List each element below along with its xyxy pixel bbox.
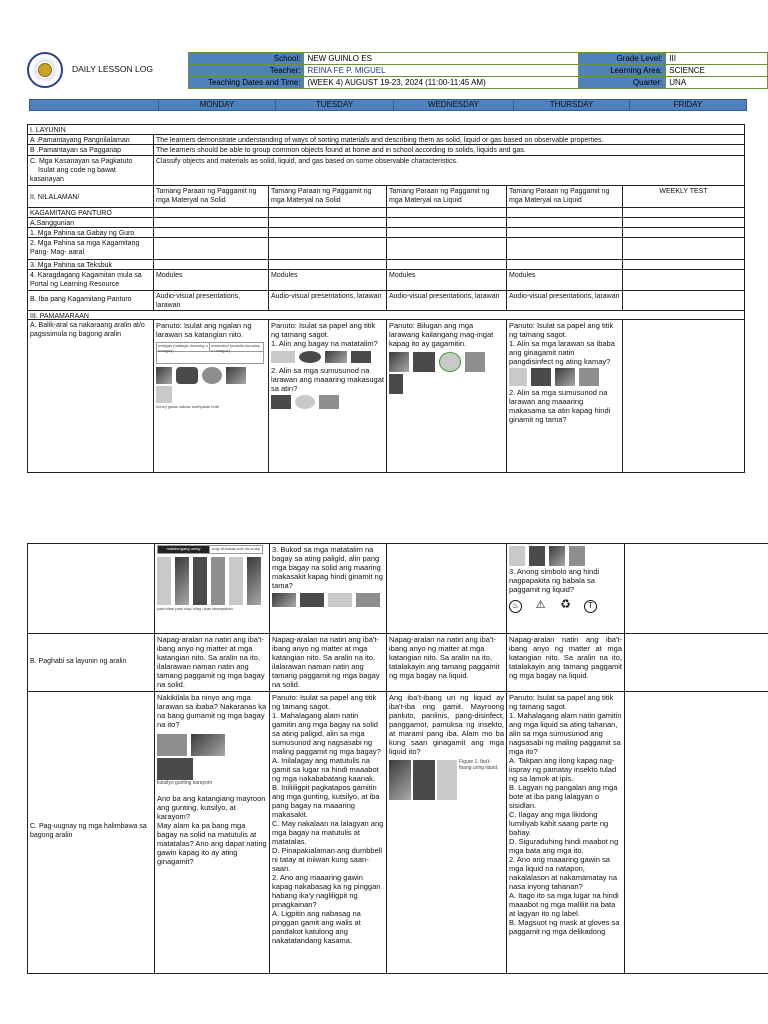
table-row [28,185,744,207]
area-label: Learning Area: [578,65,665,77]
modules-wednesday: Modules [386,270,506,290]
empty-cell [622,208,744,217]
empty-cell [268,228,386,237]
item-image [193,557,207,605]
page2-table-header [157,545,263,554]
honey-image [156,367,172,384]
thursday-q3: 3. Anong simbolo ang hindi nagpapakita ng babala sa paggamit ng liquid? [509,567,600,594]
school-value: NEW GUINLO ES [304,53,578,65]
document-title: DAILY LESSON LOG [72,64,153,74]
iba-wednesday: Audio-visual presentations, larawan [386,291,506,310]
table-row [28,633,768,691]
rubik-cube-image [319,395,339,409]
nilalaman-tuesday: Tamang Paraan ng Paggamit ng mga Materyal na Solid [268,186,386,207]
bottle-image [579,368,599,386]
pagganap-label: B .Pamantayan sa Pagganap [30,147,122,154]
glasses-image [351,351,371,363]
page2-monday-caption: pala bilan pato ulap uling ubas talampakan [157,606,233,611]
liquid-item-image [389,352,409,372]
wednesday-figure [389,759,504,801]
wednesday-pictures [389,351,504,395]
teacher-value: REINA FE P. MIGUEL [304,65,578,77]
empty-cell [153,218,268,227]
empty-cell [386,218,506,227]
liquid-bottle-image [437,760,457,800]
bottle-image [569,546,585,566]
kagamitang-label: 2. Mga Pahina sa mga Kagamitang Pang- Mag- aaral [30,240,140,256]
bottle-image [156,386,172,403]
quarter-value: UNA [666,77,768,89]
thursday-instruction: Panuto: Isulat sa papel ang titik ng tamang sagot. [509,321,614,339]
empty-cell [506,260,622,269]
table-row [28,319,744,472]
wednesday-instruction: Panuto: Bilugan ang mga larawang kailangang mag-ingat kapag ito ay gagamitin. [389,321,494,348]
item-image [328,593,352,607]
knife-image [157,734,187,756]
monday-c-pictures [157,733,267,781]
cotton-image [295,395,315,409]
bottle-image [531,368,551,386]
paghabi-label: B. Paghabi sa layunin ng aralin [30,658,127,665]
thursday-q3-top-pictures [509,545,622,567]
iba-monday: Audio-visual presentations, larawan [153,291,268,310]
table-row [28,237,744,259]
pag-uugnay-label: C. Pag-uugnay ng mga halimbawa sa bagong aralin [30,823,147,839]
empty-cell [622,238,744,259]
needle-image [157,758,193,780]
sorting-table-header [156,342,264,352]
liquid-item-image [389,374,403,394]
area-value: SCIENCE [666,65,768,77]
liquid-bottle-image [389,760,411,800]
table-row [28,144,744,155]
monday-c-intro: Nakikilala ba ninyo ang mga larawan sa ibaba? Nakaranas ka na bang gumamit ng mga bagay na ito? [157,693,267,729]
sanggunian-label: A.Sanggunian [30,220,74,227]
empty-cell [506,218,622,227]
iba-thursday: Audio-visual presentations, larawan [506,291,622,310]
monday-items-caption: honey gatas sabaw toothpaste bote [156,404,220,409]
tuesday-q1: 1. Alin ang bagay na matatalim? [271,339,378,348]
day-tuesday: TUESDAY [275,100,393,110]
pag-uugnay-tuesday: Panuto: Isulat sa papel ang titik ng tamang sagot. 1. Mahalagang alam natin gamitin ang mga bagay na solid sa ating paligid, alin sa mga sumusunod ang nagsasabi ng maling paggamit ng mga bagay? A. Inilalagay ang matutulis na gamit sa lugar na hindi maaabot ng mga nakababatang kaanak. B. Iniliiligpit pagkatapos gamitin ang mga gunting, kutsilyo, at iba pang bagay na maaaring makasakit. C. May nakalaan na lalagyan ang mga bagay na matutulis at matatalas. D. Pinapakialaman ang dumbbell ni tatay at iniiwan kung saan-saan. 2. Ano ang maaaring gawin kapag nakabasag ka ng pinggan habang ika'y nagliligpit ng pinagkainan? A. Ligpitin ang nabasag na pinggan gamit ang walis at pandakot katulong ang nakatatandang kasama. [269,692,386,973]
day-thursday: THURSDAY [513,100,629,110]
alcohol-image [509,368,527,386]
flammable-icon: ♨ [509,600,522,613]
figure-caption: Figure 1. Iba't-Ibang uring liquid. [459,759,499,771]
monday-c-questions: Ano ba ang katangiang mayroon ang gunting, kutsilyo, at karayom? May alam ka pa bang mga bagay na solid na matutulis at matatalas? Ano ang dapat nating gawin kapag ito ay ating ginagamit? [157,794,267,866]
empty-cell [268,260,386,269]
pag-uugnay-wednesday [386,692,506,973]
empty-cell [622,260,744,269]
weekday-header-bar [29,99,747,111]
table-row [28,134,744,144]
page2-thursday-cell [506,544,624,633]
tuesday-q2-pictures [271,394,384,410]
gabay-label: 1. Mga Pahina sa Gabay ng Guro [30,230,135,237]
layunin-heading: I. LAYUNIN [30,127,66,134]
empty-cell [624,692,768,973]
modules-monday: Modules [153,270,268,290]
sorting-header-1: matigas (matagis dumaloy o umagos) [158,343,209,353]
empty-cell [624,634,768,691]
empty-cell [506,208,622,217]
day-friday: FRIDAY [629,100,746,110]
table-row [28,207,744,217]
toothpaste-image [226,367,246,384]
scissors-image [191,734,225,756]
page2-monday-pictures-cell [154,544,269,633]
empty-cell [386,260,506,269]
empty-cell [622,270,744,290]
liquid-bottle-image [413,760,435,800]
pagganap-text: The learners should be able to group common objects found at home and in school according to solids, liquids and gas. [153,145,744,155]
day-wednesday: WEDNESDAY [393,100,513,110]
pag-uugnay-monday [154,692,269,973]
monday-items-pictures [156,366,266,404]
empty-cell [268,238,386,259]
kasanayan-label-cell [28,156,153,185]
table-row [28,310,744,319]
lesson-log-table-page-2 [27,543,768,974]
circled-item-image [439,352,461,372]
empty-cell [622,218,744,227]
deped-seal-logo [27,52,63,88]
bottle-image [549,546,565,566]
page2-header-1: matalangang umay [158,546,210,553]
item-image [247,557,261,605]
item-image [300,593,324,607]
balik-aral-label: A. Balik-aral sa nakaraang aralin at/o pagsisimula ng bagong aralin [30,322,145,338]
empty-cell [153,238,268,259]
modules-tuesday: Modules [268,270,386,290]
page2-tuesday-cell [269,544,386,633]
soup-image [202,367,222,384]
kasanayan-sub: Isulat ang code ng bawat kasanayan [30,167,116,183]
iba-label: B. Iba pang Kagamitang Panturo [30,296,132,303]
quarter-label: Quarter: [578,77,665,89]
portal-label: 4. Karagdagang Kagamitan mula sa Portal ng Learning Resource [30,272,142,288]
pag-uugnay-thursday: Panuto: Isulat sa papel ang titik ng tamang sagot. 1. Mahalagang alam natin gamitin ang mga liquid sa ating tahanan, alin sa mga sumusunod ang nagsasabi ng maling paggamit sa mga ito? A. Takpan ang ilong kapag nag-iispray ng pamatay insekto tulad ng sa lamok at ipis. B. Lagyan ng pangalan ang mga bote at iba pang lalagyan o sisidlan. C. Ilagay ang mga likidong lumiliyab kahit saang parte ng bahay. D. Siguraduhing hindi maabot ng mga bata ang mga ito. 2. Ano ang maaaring gawin sa mga liquid na natapon, nakalalason at nakamamatay na nasa inyong tahanan? A. Itago ito sa mga lugar na hindi maaabot ng mga maliliit na bata at lagyan ito ng label. B. Magsuot ng mask at gloves sa paggamit ng mga delikadong [506,692,624,973]
monday-c-caption: kutsilyo gunting karayom [157,780,213,786]
empty-cell [386,208,506,217]
page2-monday-pictures [157,556,267,606]
nilalaman-friday: WEEKLY TEST [622,186,744,207]
school-label: School: [189,53,304,65]
grade-label: Grade Level: [578,53,665,65]
pangnilalaman-label: A .Pamantayang Pangnilalaman [30,137,130,144]
table-row [28,691,768,973]
empty-cell [268,218,386,227]
sorting-table-body [156,352,264,364]
teacher-label: Teacher: [189,65,304,77]
empty-cell [506,238,622,259]
dates-label: Teaching Dates and Time: [189,77,304,89]
table-row [28,227,744,237]
tuesday-q2: 2. Alin sa mga sumusunod na larawan ang maaaring makasugat sa atin? [271,366,384,393]
dates-value: (WEEK 4) AUGUST 19-23, 2024 (11:00-11:45 AM) [304,77,578,89]
item-image [272,593,296,607]
balik-aral-thursday [506,320,622,472]
paghabi-thursday: Napag-aralan natin ang iba't-ibang anyo ng matter at mga katangian nito. Sa aralin na ito, tatalakayin ang tamang paggamit ng mga bagay na liquid. [506,634,624,691]
wednesday-c-text: Ang iba't-ibang uri ng liquid ay iba't-iba ring gamit. Mayroong panluto, panlinis, pang-disinfect, panggamot, pamuksa ng insekto, at marami pang iba. Alam mo ba kung saan ginagamit ang mga liquid ito? [389,693,504,756]
monday-instruction: Panuto: Isulat ang ngalan ng larawan sa katangian nito. [156,321,252,339]
tuesday-q1-pictures [271,350,384,364]
kasanayan-text: Classify objects and materials as solid, liquid, and gas based on some observable characteristics. [153,156,744,185]
stone-image [299,351,321,363]
empty-cell [268,208,386,217]
table-row [28,125,744,134]
teksbuk-label: 3. Mga Pahina sa Teksbuk [30,262,112,269]
empty-cell [386,544,506,633]
empty-cell [622,228,744,237]
shovel-image [157,557,171,605]
knife-image [271,351,295,363]
kagamitan-heading: KAGAMITANG PANTURO [30,210,112,217]
scissors-image [325,351,347,363]
sorting-header-2: malambot (matulis dumaloy o umagos) [211,343,260,353]
bottle-image [529,546,545,566]
day-spacer [30,100,158,110]
thursday-q2: 2. Alin sa mga sumusunod na larawan ang maaaring makasama sa atin kapag hindi ginamit ng tama? [509,388,611,424]
lesson-log-table-page-1 [27,124,745,473]
kasanayan-label: C. Mga Kasanayan sa Pagkatuto [30,158,133,165]
thursday-q1-pictures [509,367,620,387]
table-row [28,259,744,269]
empty-cell [386,238,506,259]
recycle-icon: ♻ [560,597,571,611]
modules-thursday: Modules [506,270,622,290]
balik-aral-monday [153,320,268,472]
paghabi-wednesday: Napag-aralan na natin ang iba't-ibang anyo ng matter at mga katangian nito. Sa aralin na ito, tatalakayin ang tamang paggamit ng mga bagay na liquid. [386,634,506,691]
balik-aral-wednesday [386,320,506,472]
empty-cell [622,320,744,472]
empty-cell [506,228,622,237]
thursday-q1: 1. Alin sa mga larawan sa ibaba ang ginagamit natin pangdisinfect ng ating kamay? [509,339,615,366]
nilalaman-thursday: Tamang Paraan ng Paggamit ng mga Materyal na Liquid [506,186,622,207]
item-image [175,557,189,605]
school-info-table [188,52,768,89]
bottle-image [509,546,525,566]
warning-symbols [509,599,622,613]
nilalaman-wednesday: Tamang Paraan ng Paggamit ng mga Materyal na Liquid [386,186,506,207]
empty-cell [153,260,268,269]
pamamaraan-heading: III. PAMAMARAAN [30,313,89,319]
nilalaman-monday: Tamang Paraan ng Paggamit ng mga Materyal na Solid [153,186,268,207]
liquid-item-image [413,352,435,372]
milk-image [176,367,198,384]
table-row [28,544,768,633]
table-row [28,290,744,310]
warning-triangle-icon: ⚠ [535,599,546,611]
item-image [229,557,243,605]
liquid-item-image [465,352,485,372]
table-row [28,269,744,290]
item-image [356,593,380,607]
iba-tuesday: Audio-visual presentations, larawan [268,291,386,310]
bottle-image [555,368,575,386]
table-row [28,155,744,185]
balik-aral-tuesday [268,320,386,472]
nails-image [271,395,291,409]
tuesday-q3-pictures [272,592,384,608]
item-image [211,557,225,605]
empty-cell [622,291,744,310]
empty-cell [153,208,268,217]
empty-cell [624,544,768,633]
table-row [28,217,744,227]
empty-cell [28,544,154,633]
pangnilalaman-text: The learners demonstrate understanding of ways of sorting materials and describing them as solid, liquid or gas based on observable properties. [153,135,744,144]
paghabi-tuesday: Napag-aralan na natin ang iba't-ibang anyo ng matter at mga katangian nito. Sa aralin na ito, ilalarawan naman natin ang tamang paggamit ng mga bagay na solid. [269,634,386,691]
tuesday-q3: 3. Bukod sa mga matatalim na bagay sa ating paligid, alin pang mga bagay na solid ang maaring makasakit kapag hindi ginamit ng tama? [272,545,383,590]
nilalaman-label: II. NILALAMAN/ [30,194,80,201]
page2-header-2: may di-kasak-nok na umay [212,546,260,551]
toxic-icon: T [584,600,597,613]
tuesday-instruction: Panuto: Isulat sa papel ang titik ng tamang sagot. [271,321,376,339]
day-monday: MONDAY [158,100,275,110]
empty-cell [153,228,268,237]
grade-value: III [666,53,768,65]
paghabi-monday: Napag-aralan na natin ang iba't-ibang anyo ng matter at mga katangian nito. Sa aralin na ito, ilalarawan naman natin ang tamang paggamit ng mga bagay na solid. [154,634,269,691]
empty-cell [386,228,506,237]
